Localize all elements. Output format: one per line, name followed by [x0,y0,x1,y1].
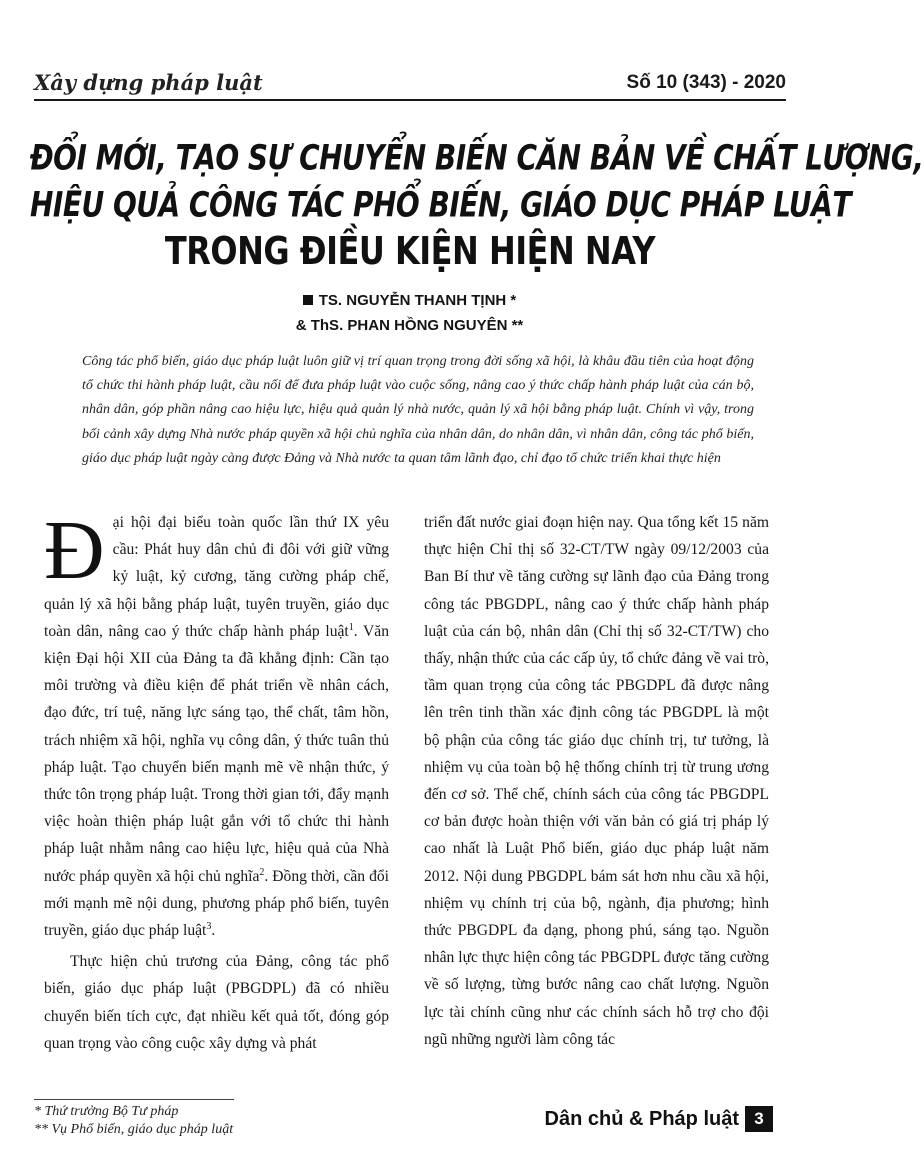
page-number: 3 [745,1106,773,1132]
footer-brand: Dân chủ & Pháp luật [544,1108,739,1130]
body-paragraph: Thực hiện chủ trương của Đảng, công tác phổ biến, giáo dục pháp luật (PBGDPL) đã có nhiều chuyển biến tích cực, đạt nhiều kết quả tốt, đóng góp quan trọng vào công cuộc xây dựng và phát [44,953,389,1052]
body-text: . Đồng thời, cần đổi mới mạnh mẽ nội dung, phương pháp phổ biến, tuyên truyền, giáo dục pháp luật [44,867,389,940]
title-line-1: ĐỔI MỚI, TẠO SỰ CHUYỂN BIẾN CĂN BẢN VỀ CHẤT LƯỢNG, [30,136,924,179]
footnote-ref: 3 [206,920,212,932]
body-column-left [44,504,389,1057]
page-header [34,68,786,102]
footnote-ref: 2 [259,866,265,878]
bullet-square-icon [303,295,313,305]
body-column-right [424,509,769,1053]
header-rule [34,99,786,101]
author-1 [0,288,819,313]
footnote-2: ** Vụ Phổ biến, giáo dục pháp luật [34,1122,234,1137]
body-paragraph: triển đất nước giai đoạn hiện nay. Qua tổng kết 15 năm thực hiện Chỉ thị số 32-CT/TW ngày 09/12/2003 của Ban Bí thư về tăng cường sự lãnh đạo của Đảng trong công tác PBGDPL, nâng cao ý thức chấp hành pháp luật của cán bộ, nhân dân (Chỉ thị số 32-CT/TW) cho thấy, nhận thức của các cấp ủy, tổ chức đảng về vai trò, tầm quan trọng của công tác PBGDPL đã được nâng lên trên tinh thần xác định công tác PBGDPL là một bộ phận của công tác giáo dục chính trị, tư tưởng, là nhiệm vụ của toàn bộ hệ thống chính trị từ trung ương đến cơ sở. Thể chế, chính sách của công tác PBGDPL cơ bản được hoàn thiện với văn bản có giá trị pháp lý cao nhất là Luật Phổ biến, giáo dục pháp luật năm 2012. Nội dung PBGDPL bám sát hơn nhu cầu xã hội, nhiệm vụ chính trị của bộ, ngành, địa phương; hình thức PBGDPL đa dạng, phong phú, sáng tạo. Nguồn nhân lực thực hiện công tác PBGDPL được tăng cường về số lượng, từng bước nâng cao chất lượng. Nguồn lực tài chính cũng như các chính sách hỗ trợ cho đội ngũ những người làm công tác [424,514,769,1048]
title-line-2: HIỆU QUẢ CÔNG TÁC PHỔ BIẾN, GIÁO DỤC PHÁP LUẬT [30,183,851,226]
body-text: ại hội đại biểu toàn quốc lần thứ IX yêu cầu: Phát huy dân chủ đi đôi với giữ vững kỷ luật, kỷ cương, tăng cường pháp chế, quản lý xã hội bằng pháp luật, tuyên truyền, giáo dục toàn dân, nâng cao ý thức chấp hành pháp luật [44,514,389,640]
abstract: Công tác phổ biến, giáo dục pháp luật luôn giữ vị trí quan trọng trong đời sống xã hội, là khâu đầu tiên của hoạt động tổ chức thi hành pháp luật, cầu nối để đưa pháp luật vào cuộc sống, nâng cao ý thức chấp hành pháp luật của cán bộ, nhân dân, góp phần nâng cao hiệu lực, hiệu quả quản lý nhà nước, quản lý xã hội bằng pháp luật. Chính vì vậy, trong bối cảnh xây dựng Nhà nước pháp quyền xã hội chủ nghĩa của nhân dân, do nhân dân, vì nhân dân, công tác phổ biến, giáo dục pháp luật ngày càng được Đảng và Nhà nước ta quan tâm lãnh đạo, chỉ đạo tổ chức triển khai thực hiện [82,354,754,466]
issue-number: Số 10 (343) - 2020 [626,72,786,93]
title-line-3: TRONG ĐIỀU KIỆN HIỆN NAY [164,228,656,274]
footnote-rule [34,1099,234,1100]
author-2: & ThS. PHAN HỒNG NGUYÊN ** [295,317,524,334]
body-paragraph [44,504,389,944]
body-text: . [211,922,216,940]
drop-cap: Đ [44,504,105,597]
footnote-ref: 1 [348,621,354,633]
journal-name: Xây dựng pháp luật [34,70,263,95]
footnote-1: * Thứ trưởng Bộ Tư pháp [34,1104,179,1119]
article-title [30,134,924,275]
author-1-name: TS. NGUYỄN THANH TỊNH * [318,292,517,309]
authors [0,288,819,338]
footnotes [34,1103,233,1139]
body-text: . Văn kiện Đại hội XII của Đảng ta đã khẳng định: Cần tạo môi trường và điều kiện để phát triển về nhân cách, đạo đức, trí tuệ, năng lực sáng tạo, thể chất, tâm hồn, trách nhiệm xã hội, nghĩa vụ công dân, ý thức tuân thủ pháp luật. Tạo chuyển biến mạnh mẽ về nhận thức, ý thức tôn trọng pháp luật. Trong thời gian tới, đẩy mạnh việc hoàn thiện pháp luật gắn với tổ chức thi hành pháp luật nhằm nâng cao hiệu lực, hiệu quả của Nhà nước pháp quyền xã hội chủ nghĩa [44,622,389,885]
